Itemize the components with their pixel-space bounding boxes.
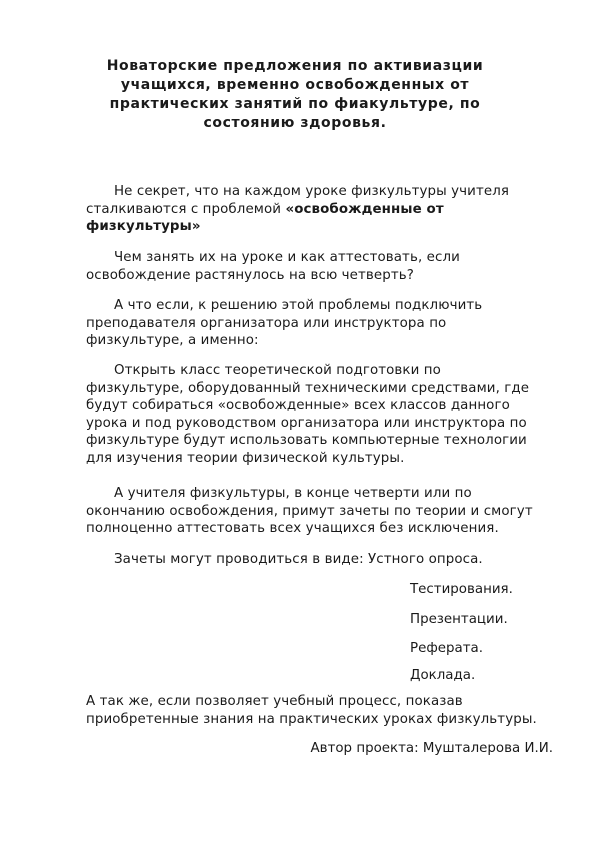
paragraph-3 bbox=[86, 297, 556, 350]
paragraph-5 bbox=[86, 485, 556, 538]
paragraph-line: преподавателя организатора или инструктора по bbox=[86, 315, 447, 331]
paragraph-6 bbox=[86, 551, 556, 569]
author-signature: Автор проекта: Мушталерова И.И. bbox=[310, 741, 553, 756]
paragraph-2 bbox=[86, 249, 556, 284]
paragraph-line: полноценно аттестовать всех учащихся без исключения. bbox=[86, 521, 499, 536]
document-title bbox=[90, 57, 500, 133]
paragraph-line: для изучения теории физической культуры. bbox=[86, 450, 405, 466]
form-list-item: Реферата. bbox=[410, 641, 483, 656]
title-line: состоянию здоровья. bbox=[203, 115, 387, 131]
paragraph-line: Открыть класс теоретической подготовки по bbox=[114, 363, 441, 378]
form-list-item: Тестирования. bbox=[410, 582, 513, 597]
paragraph-line: Не секрет, что на каждом уроке физкультуры учителя bbox=[114, 184, 510, 199]
title-line: практических занятий по фиакультуре, по bbox=[109, 96, 481, 112]
form-list-item: Презентации. bbox=[410, 612, 508, 627]
paragraph-line: Зачеты могут проводиться в виде: Устного опроса. bbox=[114, 552, 483, 567]
paragraph-line: будут собираться «освобожденные» всех классов данного bbox=[86, 398, 510, 413]
paragraph-line: А так же, если позволяет учебный процесс, показав bbox=[86, 694, 463, 709]
paragraph-line: физкультуре, оборудованный техническими средствами, где bbox=[86, 380, 530, 396]
title-line: Новаторские предложения по активиазции bbox=[106, 58, 484, 74]
emphasis-line: физкультуры» bbox=[86, 219, 201, 234]
form-list-item: Доклада. bbox=[410, 668, 476, 683]
paragraph-line: освобождение растянулось на всю четверть? bbox=[86, 267, 414, 283]
paragraph-4 bbox=[86, 362, 556, 467]
paragraph-7 bbox=[86, 693, 556, 728]
title-line: учащихся, временно освобожденных от bbox=[120, 77, 470, 93]
paragraph-line: А учителя физкультуры, в конце четверти или по bbox=[114, 486, 472, 501]
paragraph-line: физкультуре, а именно: bbox=[86, 333, 259, 348]
paragraph-line: физкультуре будут использовать компьютерные технологии bbox=[86, 433, 527, 448]
paragraph-line: приобретенные знания на практических уроках физкультуры. bbox=[86, 711, 537, 727]
paragraph-line: урока и под руководством организатора или инструктора по bbox=[86, 415, 527, 431]
paragraph-line: А что если, к решению этой проблемы подключить bbox=[114, 298, 483, 313]
paragraph-text: сталкиваются с проблемой bbox=[86, 201, 286, 217]
paragraph-line: Чем занять их на уроке и как аттестовать, если bbox=[114, 250, 460, 265]
emphasis-text: «освобожденные от bbox=[285, 201, 444, 217]
paragraph-1 bbox=[86, 183, 556, 236]
paragraph-line: окончанию освобождения, примут зачеты по теории и смогут bbox=[86, 503, 533, 519]
paragraph-line bbox=[86, 201, 556, 219]
